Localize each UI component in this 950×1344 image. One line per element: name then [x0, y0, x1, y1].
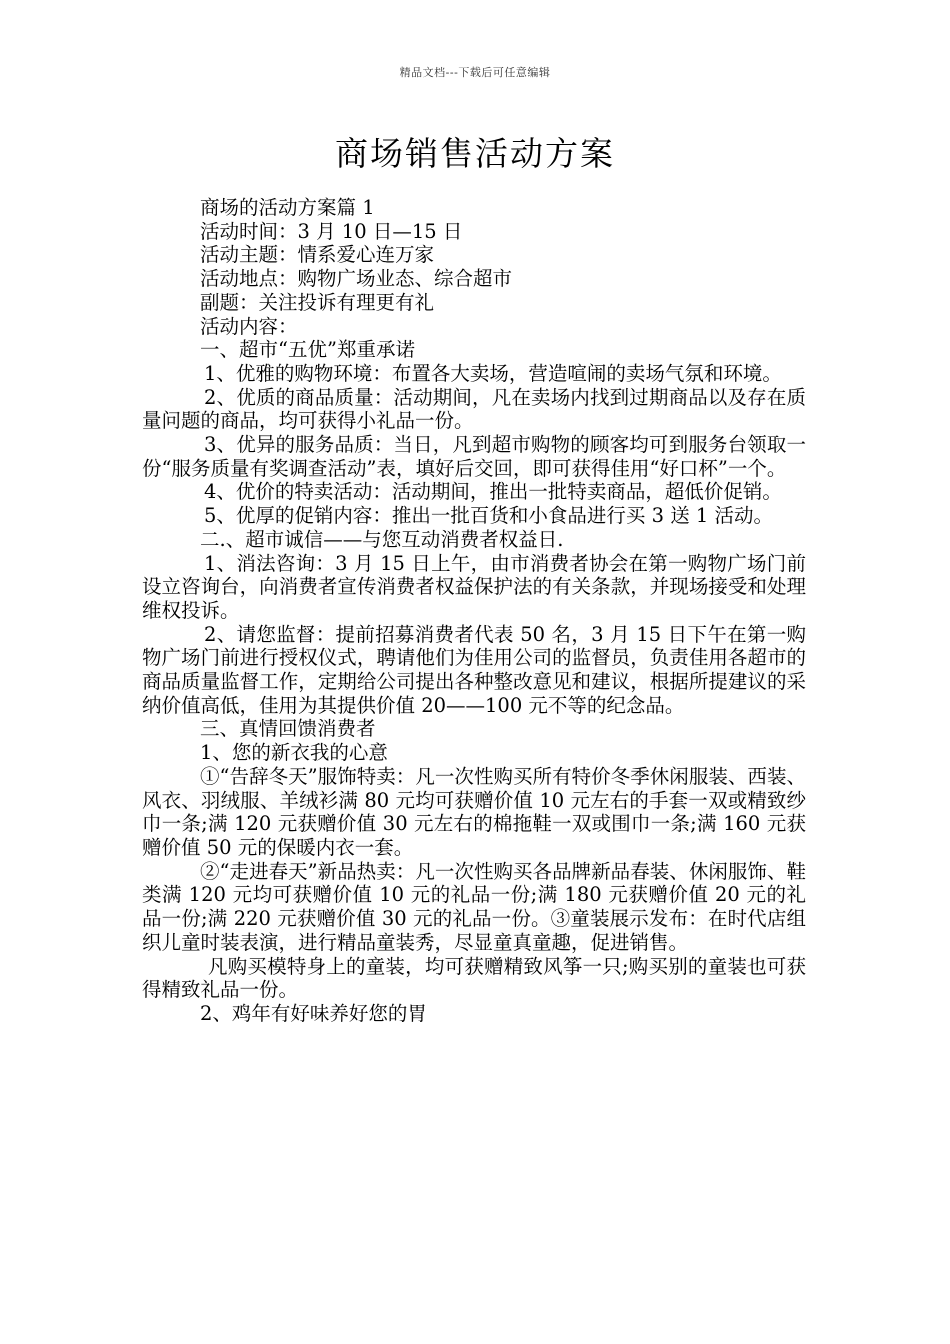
body-paragraph: 凡购买模特身上的童装，均可获赠精致风筝一只;购买别的童装也可获得精致礼品一份。 [142, 954, 806, 1002]
body-paragraph: 5、优厚的促销内容：推出一批百货和小食品进行买 3 送 1 活动。 [204, 504, 774, 528]
body-paragraph: 1、优雅的购物环境：布置各大卖场，营造喧闹的卖场气氛和环境。 [204, 361, 782, 385]
section-two-heading: 二.、超市诚信——与您互动消费者权益日. [200, 527, 564, 551]
activity-time-paragraph: 活动时间：3 月 10 日—15 日 [200, 219, 463, 243]
body-paragraph: 1、消法咨询：3 月 15 日上午，由市消费者协会在第一购物广场门前设立咨询台，向消费者宣传消费者权益保护法的有关条款，并现场接受和处理维权投诉。 [142, 551, 806, 622]
subsection-heading: 1、您的新衣我的心意 [200, 741, 388, 765]
body-paragraph: ①“告辞冬天”服饰特卖：凡一次性购买所有特价冬季休闲服装、西装、风衣、羽绒服、羊绒衫满 80 元均可获赠价值 10 元左右的手套一双或精致纱巾一条;满 120 元获赠价值 30 元左右的棉拖鞋一双或围巾一条;满 160 元获赠价值 50 元的保暖内衣一套。 [142, 764, 806, 859]
subsection-heading: 2、鸡年有好味养好您的胃 [200, 1001, 427, 1025]
body-paragraph: 3、优异的服务品质：当日，凡到超市购物的顾客均可到服务台领取一份“服务质量有奖调查活动”表，填好后交回，即可获得佳用“好口杯”一个。 [142, 433, 806, 480]
body-paragraph: 4、优价的特卖活动：活动期间，推出一批特卖商品，超低价促销。 [204, 480, 782, 504]
document-header-note: 精品文档---下载后可任意编辑 [399, 66, 551, 79]
body-paragraph: 2、优质的商品质量：活动期间，凡在卖场内找到过期商品以及存在质量问题的商品，均可获得小礼品一份。 [142, 385, 806, 433]
activity-content-label: 活动内容： [200, 314, 298, 338]
document-title: 商场销售活动方案 [335, 134, 615, 173]
activity-theme-paragraph: 活动主题：情系爱心连万家 [200, 243, 435, 267]
section-heading-paragraph: 商场的活动方案篇 1 [200, 196, 375, 219]
body-paragraph: 2、请您监督：提前招募消费者代表 50 名，3 月 15 日下午在第一购物广场门前进行授权仪式，聘请他们为佳用公司的监督员，负责佳用各超市的商品质量监督工作，定期给公司提出各种整改意见和建议，根据所提建议的采纳价值高低，佳用为其提供价值 20——100 元不等的纪念品。 [142, 622, 806, 717]
activity-location-paragraph: 活动地点：购物广场业态、综合超市 [200, 267, 513, 291]
section-three-heading: 三、真情回馈消费者 [200, 717, 376, 741]
body-paragraph: ②“走进春天”新品热卖：凡一次性购买各品牌新品春装、休闲服饰、鞋类满 120 元均可获赠价值 10 元的礼品一份;满 180 元获赠价值 20 元的礼品一份;满 220 元获赠价值 30 元的礼品一份。③童装展示发布：在时代店组织儿童时装表演，进行精品童装秀，尽显童真童趣，促进销售。 [142, 859, 806, 954]
subtitle-paragraph: 副题：关注投诉有理更有礼 [200, 290, 435, 314]
document-body [142, 196, 806, 1026]
section-one-heading: 一、超市“五优”郑重承诺 [200, 338, 415, 362]
